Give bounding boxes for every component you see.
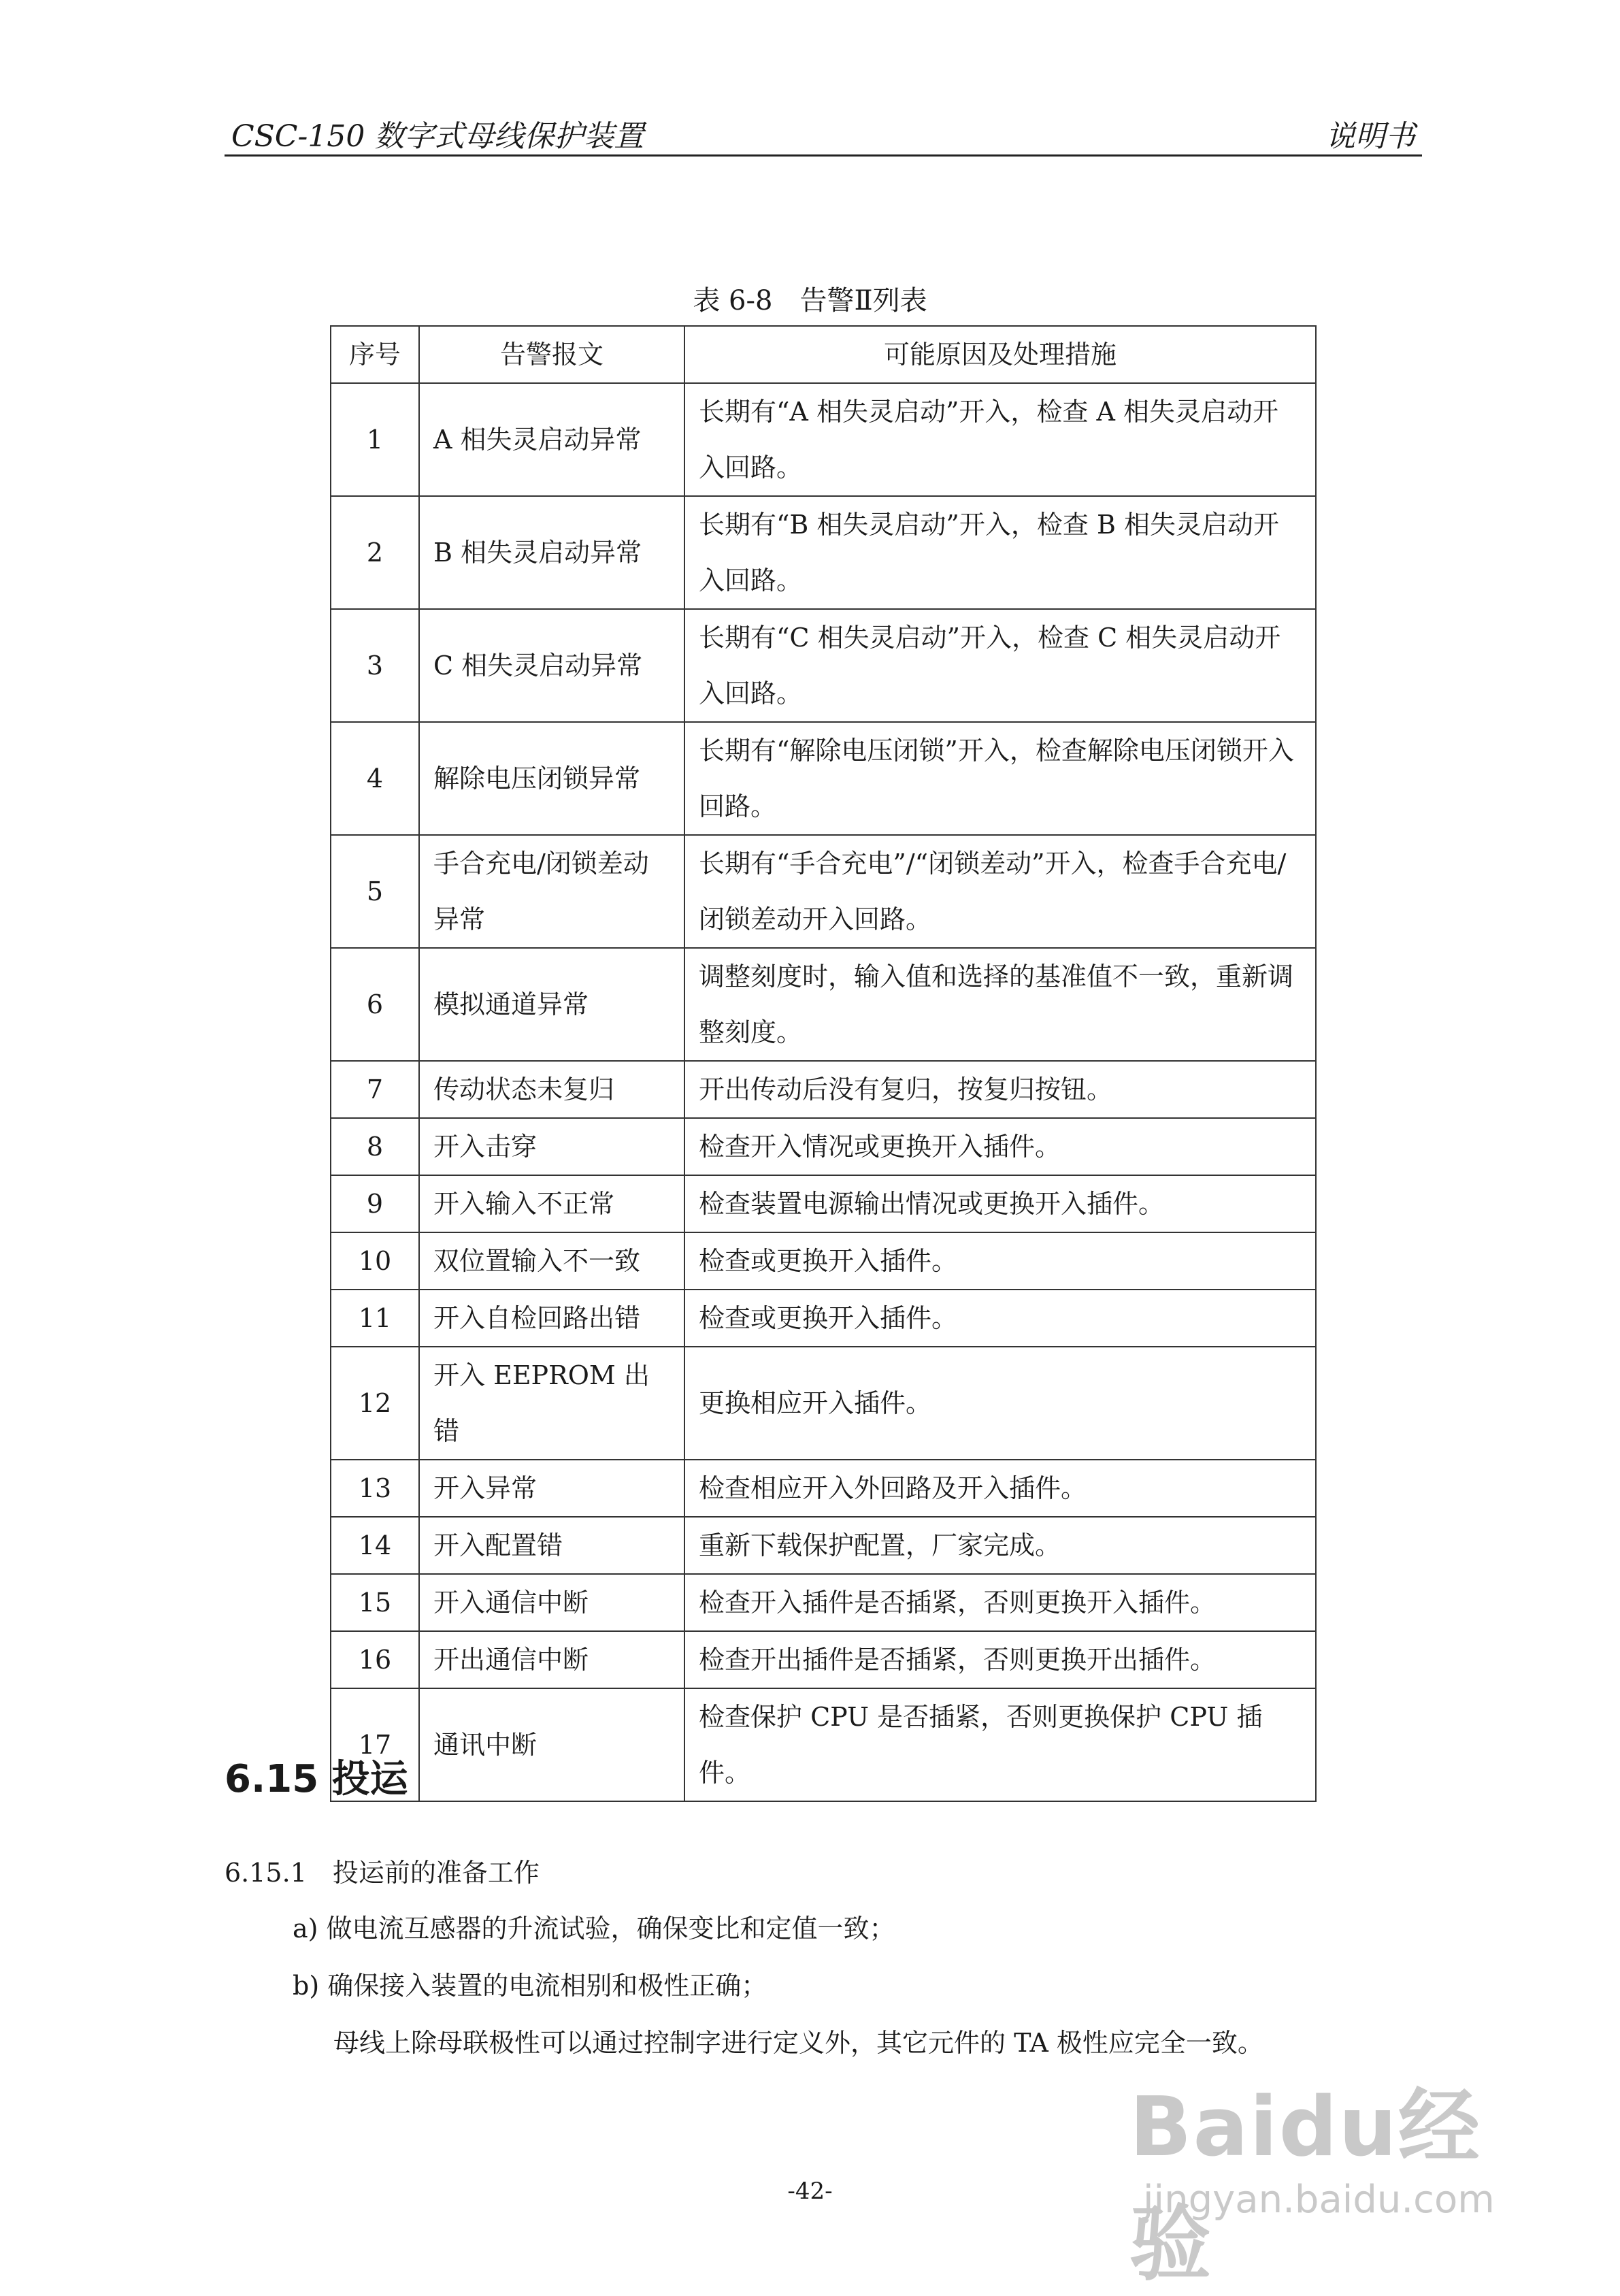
page-number: -42- [787, 2178, 833, 2205]
row-action: 检查或更换开入插件。 [684, 1232, 1316, 1290]
row-action: 重新下载保护配置，厂家完成。 [684, 1517, 1316, 1574]
row-no: 11 [331, 1290, 419, 1347]
table-row [331, 1631, 1316, 1688]
list-item: a) 做电流互感器的升流试验，确保变比和定值一致； [293, 1914, 895, 1944]
table-row [331, 1460, 1316, 1517]
header-document-title: CSC-150 数字式母线保护装置 [231, 119, 644, 154]
row-no: 8 [331, 1118, 419, 1175]
table-row [331, 1347, 1316, 1460]
page-header [225, 109, 1422, 157]
row-no: 17 [331, 1688, 419, 1801]
row-no: 14 [331, 1517, 419, 1574]
row-message: B 相失灵启动异常 [419, 496, 684, 609]
header-action: 可能原因及处理措施 [684, 326, 1316, 383]
watermark [1129, 2062, 1538, 2292]
header-message: 告警报文 [419, 326, 684, 383]
row-no: 15 [331, 1574, 419, 1631]
subsection-heading: 6.15.1 投运前的准备工作 [225, 1858, 540, 1888]
row-message: 传动状态未复归 [419, 1061, 684, 1118]
row-message: 开入击穿 [419, 1118, 684, 1175]
row-message: 开入自检回路出错 [419, 1290, 684, 1347]
row-action: 长期有“解除电压闭锁”开入，检查解除电压闭锁开入回路。 [684, 722, 1316, 835]
row-no: 10 [331, 1232, 419, 1290]
row-no: 1 [331, 383, 419, 496]
watermark-logo: Baidu经验 [1129, 2080, 1481, 2292]
row-message: A 相失灵启动异常 [419, 383, 684, 496]
row-action: 更换相应开入插件。 [684, 1347, 1316, 1460]
table-row [331, 609, 1316, 722]
list-item: b) 确保接入装置的电流相别和极性正确； [293, 1971, 767, 2001]
row-action: 检查保护 CPU 是否插紧，否则更换保护 CPU 插件。 [684, 1688, 1316, 1801]
table-row [331, 835, 1316, 948]
body-paragraph: 母线上除母联极性可以通过控制字进行定义外，其它元件的 TA 极性应完全一致。 [333, 2028, 1263, 2058]
row-message: C 相失灵启动异常 [419, 609, 684, 722]
row-no: 12 [331, 1347, 419, 1460]
table-row [331, 1061, 1316, 1118]
row-action: 检查或更换开入插件。 [684, 1290, 1316, 1347]
row-message: 手合充电/闭锁差动异常 [419, 835, 684, 948]
row-message: 双位置输入不一致 [419, 1232, 684, 1290]
row-action: 开出传动后没有复归，按复归按钮。 [684, 1061, 1316, 1118]
table-row [331, 1517, 1316, 1574]
table-row [331, 722, 1316, 835]
header-no: 序号 [331, 326, 419, 383]
row-no: 5 [331, 835, 419, 948]
section-heading: 6.15 投运 [225, 1757, 408, 1801]
alarm-table [330, 325, 1317, 1802]
row-no: 13 [331, 1460, 419, 1517]
row-action: 检查开入插件是否插紧，否则更换开入插件。 [684, 1574, 1316, 1631]
table-header-row [331, 326, 1316, 383]
row-action: 长期有“C 相失灵启动”开入，检查 C 相失灵启动开入回路。 [684, 609, 1316, 722]
row-no: 9 [331, 1175, 419, 1232]
row-no: 4 [331, 722, 419, 835]
row-action: 调整刻度时，输入值和选择的基准值不一致，重新调整刻度。 [684, 948, 1316, 1061]
row-message: 模拟通道异常 [419, 948, 684, 1061]
row-action: 检查开入情况或更换开入插件。 [684, 1118, 1316, 1175]
table-row [331, 1574, 1316, 1631]
table-row [331, 1232, 1316, 1290]
row-action: 长期有“手合充电”/“闭锁差动”开入，检查手合充电/闭锁差动开入回路。 [684, 835, 1316, 948]
row-no: 7 [331, 1061, 419, 1118]
row-message: 通讯中断 [419, 1688, 684, 1801]
row-no: 6 [331, 948, 419, 1061]
table-row [331, 496, 1316, 609]
row-message: 解除电压闭锁异常 [419, 722, 684, 835]
row-no: 16 [331, 1631, 419, 1688]
row-message: 开入 EEPROM 出错 [419, 1347, 684, 1460]
row-message: 开出通信中断 [419, 1631, 684, 1688]
row-no: 3 [331, 609, 419, 722]
table-row [331, 1290, 1316, 1347]
row-action: 长期有“B 相失灵启动”开入，检查 B 相失灵启动开入回路。 [684, 496, 1316, 609]
table-row [331, 383, 1316, 496]
row-action: 检查相应开入外回路及开入插件。 [684, 1460, 1316, 1517]
row-action: 检查开出插件是否插紧，否则更换开出插件。 [684, 1631, 1316, 1688]
table-caption: 表 6-8 告警Ⅱ列表 [693, 285, 927, 316]
table-row [331, 1175, 1316, 1232]
row-message: 开入通信中断 [419, 1574, 684, 1631]
watermark-url: jingyan.baidu.com [1143, 2178, 1495, 2222]
row-action: 检查装置电源输出情况或更换开入插件。 [684, 1175, 1316, 1232]
table-row [331, 948, 1316, 1061]
table-row [331, 1118, 1316, 1175]
row-message: 开入输入不正常 [419, 1175, 684, 1232]
row-message: 开入异常 [419, 1460, 684, 1517]
table-row [331, 1688, 1316, 1801]
row-message: 开入配置错 [419, 1517, 684, 1574]
header-document-type: 说明书 [1325, 119, 1415, 154]
row-no: 2 [331, 496, 419, 609]
row-action: 长期有“A 相失灵启动”开入，检查 A 相失灵启动开入回路。 [684, 383, 1316, 496]
